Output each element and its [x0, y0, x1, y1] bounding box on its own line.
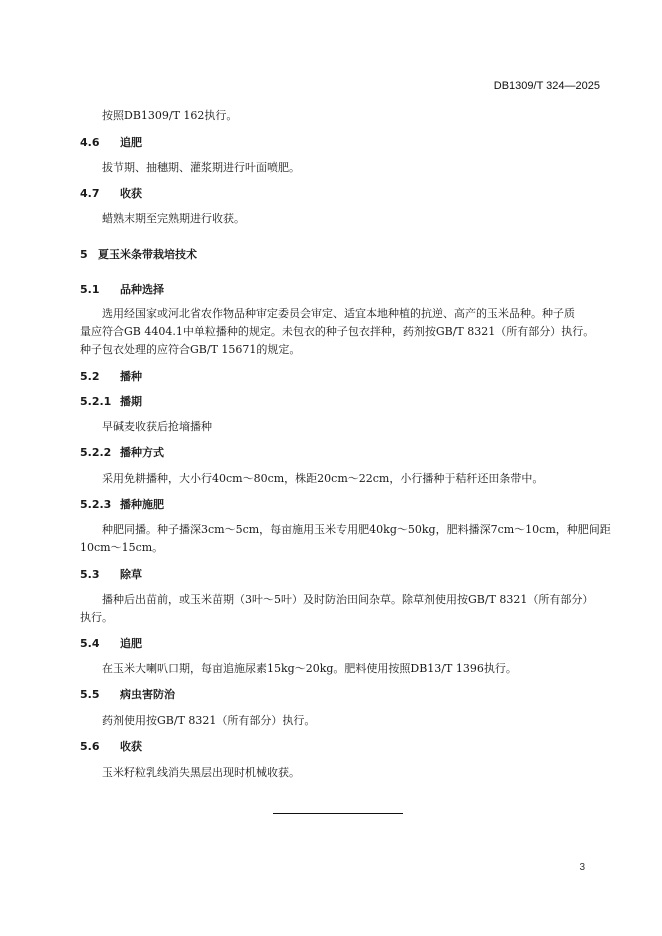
section-number: 5.6: [80, 740, 100, 753]
section-5-2-2-heading: [80, 446, 164, 460]
section-title: 病虫害防治: [120, 688, 175, 701]
section-title: 夏玉米条带栽培技术: [98, 248, 197, 261]
section-4-6-heading: [80, 136, 142, 150]
section-number: 5.3: [80, 568, 100, 581]
section-5-5-text: 药剂使用按GB/T 8321（所有部分）执行。: [102, 714, 316, 727]
section-5-1-line-3: 种子包衣处理的应符合GB/T 15671的规定。: [80, 343, 301, 356]
section-number: 5.2.2: [80, 446, 112, 459]
section-5-3-heading: [80, 568, 142, 582]
section-5-6-heading: [80, 740, 142, 754]
section-title: 追肥: [120, 637, 142, 650]
document-code: DB1309/T 324—2025: [493, 80, 600, 92]
section-number: 5.5: [80, 688, 100, 701]
section-5-3-line-2: 执行。: [80, 611, 113, 624]
section-5-2-1-text: 早碱麦收获后抢墒播种: [102, 420, 212, 433]
section-5-3-line-1: 播种后出苗前，或玉米苗期（3叶～5叶）及时防治田间杂草。除草剂使用按GB/T 8321（所有部分）: [102, 593, 594, 606]
section-title: 收获: [120, 740, 142, 753]
section-title: 播种方式: [120, 446, 164, 459]
section-title: 播种: [120, 370, 142, 383]
section-title: 播期: [120, 395, 142, 408]
section-title: 播种施肥: [120, 498, 164, 511]
chapter-5-heading: [80, 248, 197, 262]
section-5-4-heading: [80, 637, 142, 651]
section-5-2-2-text: 采用免耕播种，大小行40cm～80cm，株距20cm～22cm，小行播种于秸秆还田条带中。: [102, 472, 544, 485]
section-5-5-heading: [80, 688, 175, 702]
section-5-4-text: 在玉米大喇叭口期，每亩追施尿素15kg～20kg。肥料使用按照DB13/T 1396执行。: [102, 662, 517, 675]
section-5-6-text: 玉米籽粒乳线消失黑层出现时机械收获。: [102, 766, 300, 779]
page-number: 3: [579, 862, 585, 873]
end-rule: [273, 813, 403, 814]
section-5-1-heading: [80, 283, 164, 297]
section-5-2-3-line-2: 10cm～15cm。: [80, 541, 164, 554]
section-5-1-line-2: 量应符合GB 4404.1中单粒播种的规定。未包衣的种子包衣拌种，药剂按GB/T 8321（所有部分）执行。: [80, 325, 595, 338]
section-5-2-3-heading: [80, 498, 164, 512]
section-4-6-text: 拔节期、抽穗期、灌浆期进行叶面喷肥。: [102, 161, 300, 174]
paragraph-4-5-tail: 按照DB1309/T 162执行。: [102, 109, 238, 122]
section-number: 4.6: [80, 136, 100, 149]
section-5-1-line-1: 选用经国家或河北省农作物品种审定委员会审定、适宜本地种植的抗逆、高产的玉米品种。种子质: [102, 307, 575, 320]
section-title: 品种选择: [120, 283, 164, 296]
section-number: 5: [80, 248, 88, 261]
section-4-7-heading: [80, 187, 142, 201]
section-number: 5.2: [80, 370, 100, 383]
section-title: 追肥: [120, 136, 142, 149]
section-number: 5.1: [80, 283, 100, 296]
section-number: 5.2.3: [80, 498, 112, 511]
section-title: 收获: [120, 187, 142, 200]
section-title: 除草: [120, 568, 142, 581]
section-5-2-1-heading: [80, 395, 142, 409]
section-5-2-heading: [80, 370, 142, 384]
section-5-2-3-line-1: 种肥同播。种子播深3cm～5cm，每亩施用玉米专用肥40kg～50kg，肥料播深7cm～10cm，种肥间距: [102, 523, 611, 536]
section-4-7-text: 蜡熟末期至完熟期进行收获。: [102, 212, 245, 225]
section-number: 5.4: [80, 637, 100, 650]
section-number: 4.7: [80, 187, 100, 200]
section-number: 5.2.1: [80, 395, 112, 408]
